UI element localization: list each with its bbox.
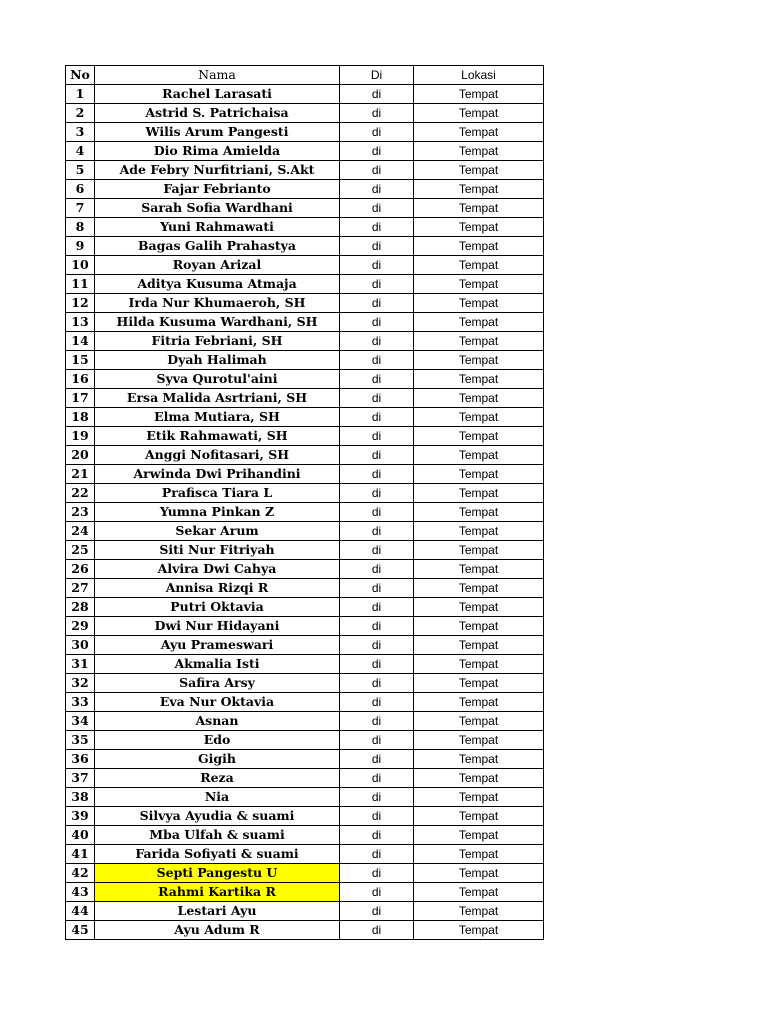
cell-di: di	[340, 693, 414, 712]
cell-lokasi: Tempat	[414, 712, 544, 731]
cell-no: 29	[66, 617, 95, 636]
cell-nama: Ayu Adum R	[95, 921, 340, 940]
table-row	[66, 256, 544, 275]
cell-nama: Annisa Rizqi R	[95, 579, 340, 598]
cell-di: di	[340, 883, 414, 902]
cell-lokasi: Tempat	[414, 427, 544, 446]
table-row	[66, 598, 544, 617]
cell-no: 44	[66, 902, 95, 921]
cell-no: 43	[66, 883, 95, 902]
cell-lokasi: Tempat	[414, 598, 544, 617]
cell-di: di	[340, 788, 414, 807]
cell-di: di	[340, 636, 414, 655]
cell-no: 11	[66, 275, 95, 294]
cell-lokasi: Tempat	[414, 123, 544, 142]
cell-no: 7	[66, 199, 95, 218]
cell-di: di	[340, 750, 414, 769]
cell-nama: Akmalia Isti	[95, 655, 340, 674]
table-row	[66, 237, 544, 256]
table-row	[66, 465, 544, 484]
table-row	[66, 921, 544, 940]
cell-di: di	[340, 161, 414, 180]
cell-nama: Bagas Galih Prahastya	[95, 237, 340, 256]
cell-no: 10	[66, 256, 95, 275]
table-row	[66, 807, 544, 826]
cell-lokasi: Tempat	[414, 807, 544, 826]
table-row	[66, 788, 544, 807]
cell-di: di	[340, 655, 414, 674]
cell-di: di	[340, 522, 414, 541]
cell-lokasi: Tempat	[414, 370, 544, 389]
cell-no: 21	[66, 465, 95, 484]
table-row	[66, 294, 544, 313]
cell-di: di	[340, 902, 414, 921]
cell-nama: Asnan	[95, 712, 340, 731]
cell-di: di	[340, 674, 414, 693]
cell-no: 18	[66, 408, 95, 427]
cell-di: di	[340, 123, 414, 142]
cell-lokasi: Tempat	[414, 522, 544, 541]
cell-no: 39	[66, 807, 95, 826]
cell-lokasi: Tempat	[414, 845, 544, 864]
header-row	[66, 66, 544, 85]
cell-lokasi: Tempat	[414, 921, 544, 940]
table-row	[66, 218, 544, 237]
cell-no: 3	[66, 123, 95, 142]
cell-no: 27	[66, 579, 95, 598]
cell-no: 42	[66, 864, 95, 883]
cell-lokasi: Tempat	[414, 503, 544, 522]
cell-no: 6	[66, 180, 95, 199]
cell-nama: Irda Nur Khumaeroh, SH	[95, 294, 340, 313]
cell-nama: Putri Oktavia	[95, 598, 340, 617]
cell-di: di	[340, 845, 414, 864]
cell-no: 22	[66, 484, 95, 503]
cell-no: 14	[66, 332, 95, 351]
cell-lokasi: Tempat	[414, 256, 544, 275]
cell-nama: Edo	[95, 731, 340, 750]
cell-lokasi: Tempat	[414, 655, 544, 674]
cell-nama: Dwi Nur Hidayani	[95, 617, 340, 636]
header-lokasi: Lokasi	[414, 66, 544, 85]
table-row	[66, 769, 544, 788]
table-row	[66, 636, 544, 655]
table-row	[66, 446, 544, 465]
cell-lokasi: Tempat	[414, 218, 544, 237]
cell-nama: Siti Nur Fitriyah	[95, 541, 340, 560]
cell-lokasi: Tempat	[414, 750, 544, 769]
cell-di: di	[340, 807, 414, 826]
cell-lokasi: Tempat	[414, 85, 544, 104]
cell-nama: Wilis Arum Pangesti	[95, 123, 340, 142]
cell-lokasi: Tempat	[414, 313, 544, 332]
cell-di: di	[340, 85, 414, 104]
table-row	[66, 199, 544, 218]
cell-lokasi: Tempat	[414, 731, 544, 750]
cell-nama: Septi Pangestu U	[95, 864, 340, 883]
cell-lokasi: Tempat	[414, 541, 544, 560]
cell-no: 5	[66, 161, 95, 180]
cell-lokasi: Tempat	[414, 674, 544, 693]
table-row	[66, 902, 544, 921]
cell-di: di	[340, 332, 414, 351]
cell-di: di	[340, 294, 414, 313]
cell-nama: Elma Mutiara, SH	[95, 408, 340, 427]
table-row	[66, 883, 544, 902]
cell-lokasi: Tempat	[414, 199, 544, 218]
cell-nama: Silvya Ayudia & suami	[95, 807, 340, 826]
cell-no: 19	[66, 427, 95, 446]
cell-no: 26	[66, 560, 95, 579]
cell-lokasi: Tempat	[414, 180, 544, 199]
cell-no: 40	[66, 826, 95, 845]
cell-di: di	[340, 731, 414, 750]
cell-nama: Gigih	[95, 750, 340, 769]
cell-di: di	[340, 408, 414, 427]
cell-no: 28	[66, 598, 95, 617]
cell-no: 25	[66, 541, 95, 560]
guest-list-table	[65, 65, 544, 940]
cell-nama: Dyah Halimah	[95, 351, 340, 370]
cell-lokasi: Tempat	[414, 161, 544, 180]
header-no: No	[66, 66, 95, 85]
cell-nama: Royan Arizal	[95, 256, 340, 275]
cell-di: di	[340, 427, 414, 446]
cell-no: 38	[66, 788, 95, 807]
cell-di: di	[340, 503, 414, 522]
cell-di: di	[340, 199, 414, 218]
cell-nama: Sekar Arum	[95, 522, 340, 541]
cell-lokasi: Tempat	[414, 484, 544, 503]
cell-no: 37	[66, 769, 95, 788]
cell-di: di	[340, 389, 414, 408]
cell-nama: Safira Arsy	[95, 674, 340, 693]
cell-di: di	[340, 598, 414, 617]
cell-no: 45	[66, 921, 95, 940]
table-row	[66, 693, 544, 712]
cell-lokasi: Tempat	[414, 142, 544, 161]
cell-di: di	[340, 921, 414, 940]
cell-lokasi: Tempat	[414, 636, 544, 655]
cell-no: 41	[66, 845, 95, 864]
cell-lokasi: Tempat	[414, 332, 544, 351]
table-row	[66, 408, 544, 427]
table-row	[66, 180, 544, 199]
cell-lokasi: Tempat	[414, 294, 544, 313]
table-row	[66, 351, 544, 370]
table-row	[66, 123, 544, 142]
table-row	[66, 845, 544, 864]
table-row	[66, 674, 544, 693]
cell-lokasi: Tempat	[414, 351, 544, 370]
table-row	[66, 104, 544, 123]
table-row	[66, 655, 544, 674]
cell-nama: Anggi Nofitasari, SH	[95, 446, 340, 465]
cell-di: di	[340, 180, 414, 199]
table-row	[66, 275, 544, 294]
cell-lokasi: Tempat	[414, 579, 544, 598]
cell-nama: Rachel Larasati	[95, 85, 340, 104]
cell-nama: Nia	[95, 788, 340, 807]
cell-nama: Ade Febry Nurfitriani, S.Akt	[95, 161, 340, 180]
table-body	[66, 85, 544, 940]
table-row	[66, 522, 544, 541]
cell-nama: Alvira Dwi Cahya	[95, 560, 340, 579]
cell-lokasi: Tempat	[414, 826, 544, 845]
cell-nama: Yuni Rahmawati	[95, 218, 340, 237]
cell-no: 1	[66, 85, 95, 104]
table-row	[66, 712, 544, 731]
cell-lokasi: Tempat	[414, 408, 544, 427]
cell-nama: Aditya Kusuma Atmaja	[95, 275, 340, 294]
table-row	[66, 427, 544, 446]
cell-nama: Mba Ulfah & suami	[95, 826, 340, 845]
cell-nama: Astrid S. Patrichaisa	[95, 104, 340, 123]
table-row	[66, 389, 544, 408]
cell-no: 30	[66, 636, 95, 655]
table-row	[66, 332, 544, 351]
cell-nama: Reza	[95, 769, 340, 788]
cell-di: di	[340, 769, 414, 788]
cell-nama: Syva Qurotul'aini	[95, 370, 340, 389]
cell-nama: Etik Rahmawati, SH	[95, 427, 340, 446]
cell-no: 35	[66, 731, 95, 750]
cell-lokasi: Tempat	[414, 864, 544, 883]
cell-no: 4	[66, 142, 95, 161]
table-row	[66, 826, 544, 845]
cell-di: di	[340, 142, 414, 161]
cell-nama: Ersa Malida Asrtriani, SH	[95, 389, 340, 408]
cell-nama: Hilda Kusuma Wardhani, SH	[95, 313, 340, 332]
cell-di: di	[340, 313, 414, 332]
table-row	[66, 541, 544, 560]
cell-no: 8	[66, 218, 95, 237]
cell-di: di	[340, 864, 414, 883]
cell-di: di	[340, 465, 414, 484]
table-row	[66, 579, 544, 598]
cell-no: 36	[66, 750, 95, 769]
table-row	[66, 484, 544, 503]
cell-lokasi: Tempat	[414, 883, 544, 902]
table-row	[66, 161, 544, 180]
cell-di: di	[340, 446, 414, 465]
cell-di: di	[340, 484, 414, 503]
cell-nama: Sarah Sofia Wardhani	[95, 199, 340, 218]
cell-nama: Yumna Pinkan Z	[95, 503, 340, 522]
cell-no: 9	[66, 237, 95, 256]
cell-nama: Arwinda Dwi Prihandini	[95, 465, 340, 484]
cell-no: 31	[66, 655, 95, 674]
cell-di: di	[340, 541, 414, 560]
cell-di: di	[340, 218, 414, 237]
cell-no: 34	[66, 712, 95, 731]
cell-no: 12	[66, 294, 95, 313]
cell-lokasi: Tempat	[414, 769, 544, 788]
cell-di: di	[340, 826, 414, 845]
cell-di: di	[340, 370, 414, 389]
header-di: Di	[340, 66, 414, 85]
cell-di: di	[340, 104, 414, 123]
cell-no: 17	[66, 389, 95, 408]
cell-nama: Prafisca Tiara L	[95, 484, 340, 503]
cell-lokasi: Tempat	[414, 560, 544, 579]
cell-di: di	[340, 579, 414, 598]
cell-nama: Eva Nur Oktavia	[95, 693, 340, 712]
cell-di: di	[340, 712, 414, 731]
cell-lokasi: Tempat	[414, 389, 544, 408]
table-row	[66, 370, 544, 389]
cell-no: 20	[66, 446, 95, 465]
cell-di: di	[340, 237, 414, 256]
header-nama: Nama	[95, 66, 340, 85]
table-row	[66, 864, 544, 883]
cell-lokasi: Tempat	[414, 902, 544, 921]
cell-lokasi: Tempat	[414, 693, 544, 712]
cell-nama: Fajar Febrianto	[95, 180, 340, 199]
table-row	[66, 617, 544, 636]
cell-no: 2	[66, 104, 95, 123]
table-row	[66, 142, 544, 161]
cell-lokasi: Tempat	[414, 446, 544, 465]
table-row	[66, 85, 544, 104]
cell-nama: Dio Rima Amielda	[95, 142, 340, 161]
cell-nama: Rahmi Kartika R	[95, 883, 340, 902]
cell-nama: Lestari Ayu	[95, 902, 340, 921]
cell-no: 13	[66, 313, 95, 332]
cell-di: di	[340, 256, 414, 275]
cell-nama: Ayu Prameswari	[95, 636, 340, 655]
cell-di: di	[340, 275, 414, 294]
cell-nama: Farida Sofiyati & suami	[95, 845, 340, 864]
cell-lokasi: Tempat	[414, 237, 544, 256]
cell-lokasi: Tempat	[414, 788, 544, 807]
table-row	[66, 750, 544, 769]
cell-lokasi: Tempat	[414, 617, 544, 636]
cell-no: 23	[66, 503, 95, 522]
cell-di: di	[340, 560, 414, 579]
cell-no: 16	[66, 370, 95, 389]
table-row	[66, 503, 544, 522]
table-row	[66, 313, 544, 332]
table-row	[66, 560, 544, 579]
table-row	[66, 731, 544, 750]
cell-di: di	[340, 351, 414, 370]
cell-nama: Fitria Febriani, SH	[95, 332, 340, 351]
cell-lokasi: Tempat	[414, 465, 544, 484]
cell-no: 32	[66, 674, 95, 693]
cell-no: 24	[66, 522, 95, 541]
cell-lokasi: Tempat	[414, 275, 544, 294]
cell-no: 33	[66, 693, 95, 712]
cell-di: di	[340, 617, 414, 636]
cell-lokasi: Tempat	[414, 104, 544, 123]
cell-no: 15	[66, 351, 95, 370]
